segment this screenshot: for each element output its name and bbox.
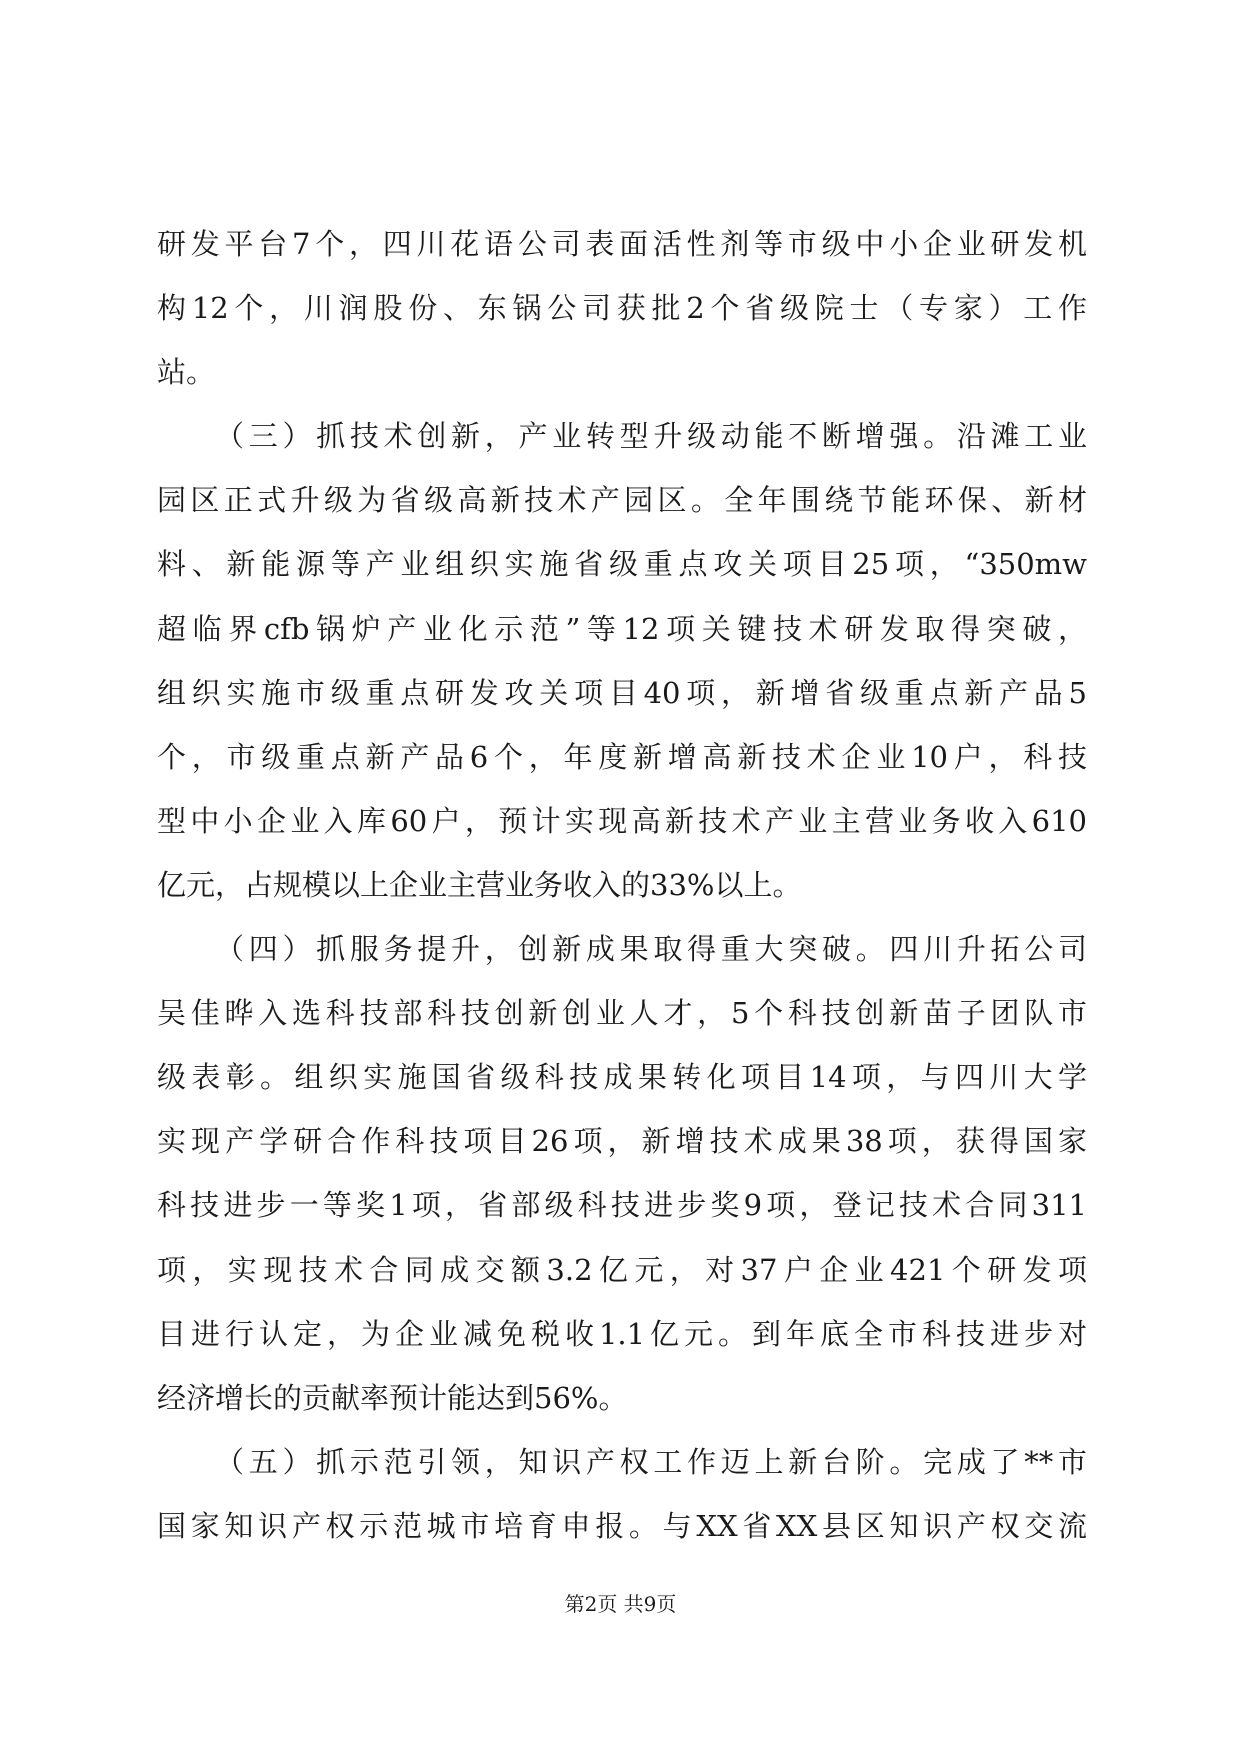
text-line: 目进行认定，为企业减免税收1.1亿元。到年底全市科技进步对 [157, 1316, 1087, 1351]
text-line: 实现产学研合作科技项目26项，新增技术成果38项，获得国家 [157, 1124, 1087, 1159]
text-line: 个，市级重点新产品6个，年度新增高新技术企业10户，科技 [157, 739, 1087, 774]
text-line: 项，实现技术合同成交额3.2亿元，对37户企业421个研发项 [157, 1252, 1087, 1287]
text-line: 料、新能源等产业组织实施省级重点攻关项目25项，“350mw [157, 547, 1087, 582]
text-line: 研发平台7个，四川花语公司表面活性剂等市级中小企业研发机 [157, 227, 1087, 261]
text-line: 吴佳晔入选科技部科技创新创业人才，5个科技创新苗子团队市 [157, 996, 1087, 1031]
text-line: 型中小企业入库60户，预计实现高新技术产业主营业务收入610 [157, 803, 1087, 838]
body-text [157, 212, 1087, 1558]
text-line: 站。 [157, 355, 216, 390]
text-line: 园区正式升级为省级高新技术产园区。全年围绕节能环保、新材 [157, 483, 1087, 518]
text-line: （五）抓示范引领，知识产权工作迈上新台阶。完成了**市 [215, 1444, 1087, 1479]
page-footer: 第2页 共9页 [564, 1592, 677, 1616]
text-line: （三）抓技术创新，产业转型升级动能不断增强。沿滩工业 [215, 419, 1087, 454]
text-line: 级表彰。组织实施国省级科技成果转化项目14项，与四川大学 [157, 1060, 1087, 1095]
text-line: 国家知识产权示范城市培育申报。与XX省XX县区知识产权交流 [157, 1508, 1087, 1543]
text-line: 科技进步一等奖1项，省部级科技进步奖9项，登记技术合同311 [157, 1188, 1087, 1223]
text-line: 超临界cfb锅炉产业化示范”等12项关键技术研发取得突破， [157, 611, 1087, 646]
text-line: 组织实施市级重点研发攻关项目40项，新增省级重点新产品5 [157, 675, 1087, 710]
text-line: 构12个，川润股份、东锅公司获批2个省级院士（专家）工作 [157, 291, 1087, 326]
text-line: （四）抓服务提升，创新成果取得重大突破。四川升拓公司 [215, 932, 1087, 967]
text-line: 经济增长的贡献率预计能达到56%。 [157, 1380, 628, 1415]
text-line: 亿元，占规模以上企业主营业务收入的33%以上。 [157, 867, 802, 902]
